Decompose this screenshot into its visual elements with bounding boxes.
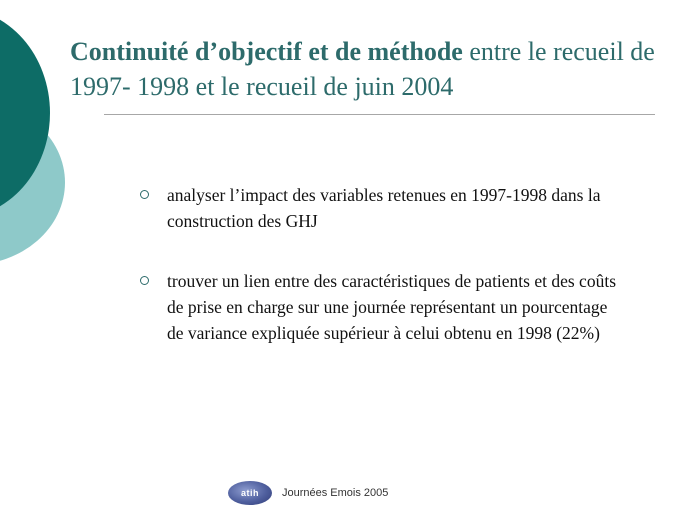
bullet-item xyxy=(138,268,618,346)
slide-footer xyxy=(228,480,388,506)
footer-text: Journées Emois 2005 xyxy=(282,487,389,499)
slide-title-bold: Continuité d’objectif et de méthode xyxy=(70,37,463,66)
slide-title xyxy=(70,34,670,104)
bullet-item xyxy=(138,182,618,234)
bullet-circle-icon xyxy=(140,190,149,199)
atih-logo: atih xyxy=(228,481,272,505)
slide-title-rest: entre le recueil de 1997- 1998 et le recueil de juin 2004 xyxy=(70,37,655,101)
bullet-text: analyser l’impact des variables retenues en 1997-1998 dans la construction des GHJ xyxy=(167,185,601,231)
bullet-list xyxy=(138,182,618,346)
bullet-text: trouver un lien entre des caractéristiques de patients et des coûts de prise en charge sur une journée représentant un pourcentage de variance expliquée supérieur à celui obtenu en 1998 (22%) xyxy=(167,271,617,343)
bullet-circle-icon xyxy=(140,276,149,285)
title-divider xyxy=(104,114,655,115)
